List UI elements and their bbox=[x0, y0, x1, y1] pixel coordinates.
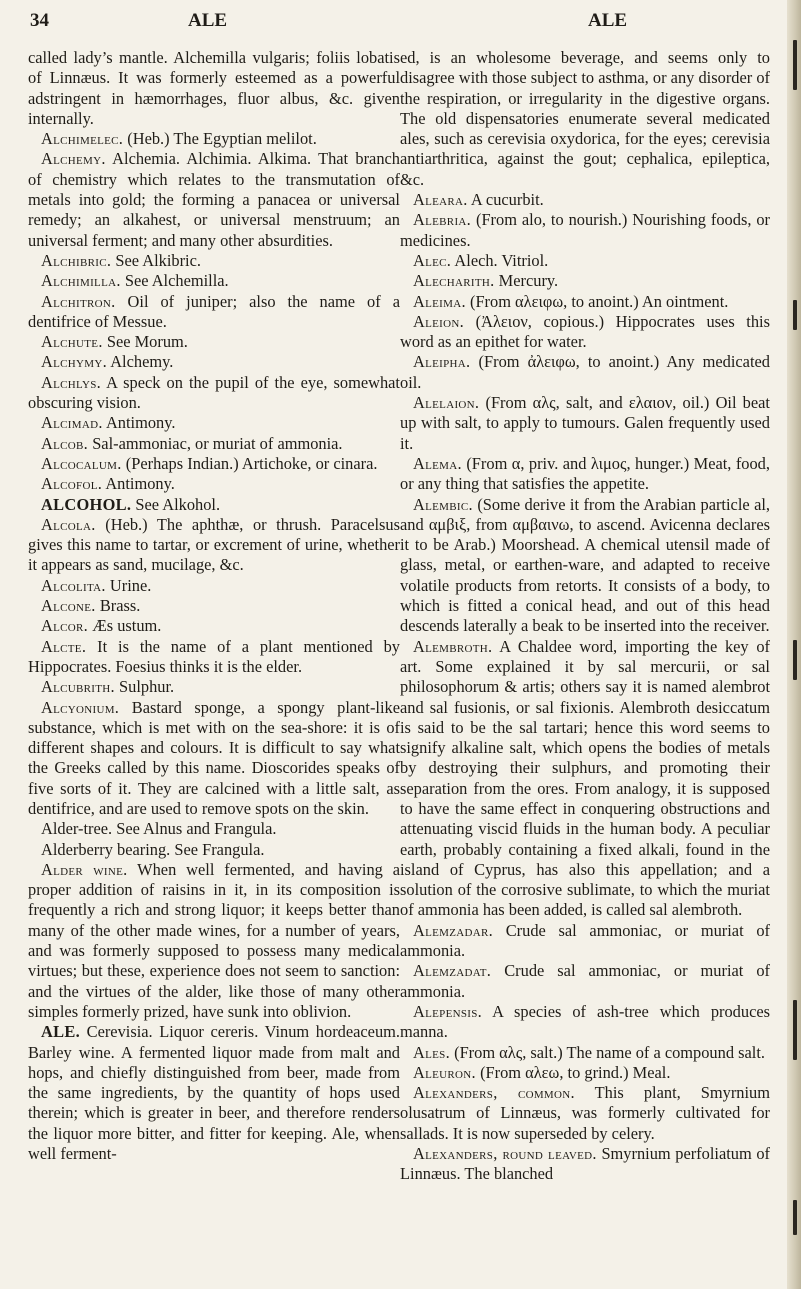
dictionary-entry bbox=[400, 1144, 770, 1185]
right-column bbox=[400, 48, 770, 1185]
entry-headword: Alcimad. bbox=[41, 413, 103, 433]
entry-text: Crude sal ammoniac, or muriat of ammonia. bbox=[400, 920, 770, 961]
entry-headword: Aleima. bbox=[413, 291, 466, 311]
entry-text: (From αλειφω, to anoint.) An ointment. bbox=[469, 291, 729, 311]
edge-mark bbox=[793, 300, 797, 330]
entry-headword: Alchimilla. bbox=[41, 271, 121, 291]
entry-text: (Heb.) The aphthæ, or thrush. Paracelsus gives this name to tartar, or excrement of urine, whether it appears as sand, mucilage, &c. bbox=[28, 514, 400, 575]
dictionary-entry bbox=[400, 292, 770, 312]
entry-headword: Alemzadar. bbox=[413, 920, 494, 940]
entry-headword: Alcone. bbox=[41, 596, 96, 616]
entry-headword: Alexanders, common. bbox=[413, 1083, 575, 1103]
edge-mark bbox=[793, 1000, 797, 1060]
entry-headword: Ales. bbox=[413, 1042, 450, 1062]
entry-text: Cerevisia. Liquor cereris. Vinum hordeaceum. Barley wine. A fermented liquor made from malt and hops, and chiefly distinguished from beer, made from the same ingredients, by the quantity of hops used therein; which is greater in beer, and therefore renders the liquor more bitter, and fitter for keeping. Ale, when well ferment- bbox=[28, 1022, 400, 1164]
entry-text: Crude sal ammoniac, or muriat of ammonia. bbox=[400, 961, 770, 1001]
dictionary-entry bbox=[28, 840, 400, 860]
entry-headword: Alemzadat. bbox=[413, 961, 492, 981]
entry-text: (Ἀλειον, copious.) Hippocrates uses this word as an epithet for water. bbox=[400, 311, 770, 352]
entry-headword: Alema. bbox=[413, 453, 462, 473]
dictionary-entry bbox=[400, 352, 770, 393]
entry-text: It is the name of a plant mentioned by Hippocrates. Foesius thinks it is the elder. bbox=[28, 636, 400, 676]
entry-headword: ALE. bbox=[41, 1022, 80, 1042]
entry-headword: Alcte. bbox=[41, 636, 87, 656]
dictionary-entry bbox=[28, 251, 400, 271]
dictionary-entry bbox=[28, 596, 400, 616]
entry-headword: Alcola. bbox=[41, 514, 96, 534]
entry-headword: Alecharith. bbox=[413, 271, 495, 291]
entry-text: Smyrnium perfoliatum of Linnæus. The blanched bbox=[400, 1144, 770, 1184]
edge-mark bbox=[793, 40, 797, 90]
entry-headword: Alcolita. bbox=[41, 575, 106, 595]
dictionary-entry bbox=[400, 454, 770, 495]
dictionary-entry bbox=[28, 474, 400, 494]
dictionary-entry bbox=[28, 292, 400, 333]
entry-text: Æs ustum. bbox=[92, 616, 162, 636]
dictionary-entry bbox=[28, 129, 400, 149]
dictionary-entry bbox=[28, 860, 400, 1022]
dictionary-entry bbox=[28, 413, 400, 433]
dictionary-entry bbox=[400, 271, 770, 291]
dictionary-entry bbox=[28, 819, 400, 839]
entry-text: See Alkibric. bbox=[115, 250, 201, 270]
dictionary-entry bbox=[28, 48, 400, 129]
entry-text: Urine. bbox=[109, 575, 152, 595]
entry-headword: Alelaion. bbox=[413, 393, 480, 413]
entry-text: Oil of juniper; also the name of a dentifrice of Messue. bbox=[28, 291, 400, 331]
entry-headword: Alcofol. bbox=[41, 474, 103, 494]
dictionary-entry bbox=[28, 373, 400, 414]
entry-text: A cucurbit. bbox=[470, 190, 544, 210]
entry-headword: Alchimelec. bbox=[41, 129, 124, 149]
dictionary-entry bbox=[28, 271, 400, 291]
right-running-head: ALE bbox=[588, 10, 628, 31]
dictionary-entry bbox=[400, 312, 770, 353]
entry-text: Antimony. bbox=[105, 413, 176, 433]
entry-headword: Alchitron. bbox=[41, 291, 116, 311]
entry-text: ed, is an wholesome beverage, and seems only to disagree with those subject to asthma, or any disorder of the respiration, or irregularity in the digestive organs. The old dispensatories enumerate several medicated ales, such as cerevisia oxydorica, for the eyes; cerevisia antiarthritica, against the gout; cephalica, epileptica, &c. bbox=[400, 48, 770, 189]
entry-text: (From αλς, salt.) The name of a compound salt. bbox=[454, 1042, 765, 1062]
edge-mark bbox=[793, 640, 797, 680]
dictionary-entry bbox=[400, 251, 770, 271]
entry-headword: Alchemy. bbox=[41, 149, 106, 169]
entry-headword: Alcyonium. bbox=[41, 697, 120, 717]
entry-text: (Some derive it from the Arabian particle al, and αμβιξ, from αμβαινω, to ascend. Avicenna declares it to be Arab.) Moorshead. A chemical utensil made of glass, metal, or earthen-ware, and adapted to receive volatile products from retorts. It consists of a body, to which is fitted a conical head, and out of this head descends laterally a beak to be inserted into the receiver. bbox=[400, 494, 770, 636]
entry-text: (From alo, to nourish.) Nourishing foods, or medicines. bbox=[400, 210, 770, 250]
dictionary-entry bbox=[28, 698, 400, 820]
entry-text: This plant, Smyrnium olusatrum of Linnæus, was formerly cultivated for sallads. It is now superseded by celery. bbox=[400, 1083, 770, 1143]
entry-headword: Alexanders, round leaved. bbox=[413, 1144, 597, 1164]
page-number: 34 bbox=[30, 10, 49, 31]
entry-headword: Alchibric. bbox=[41, 250, 112, 270]
dictionary-entry bbox=[400, 1002, 770, 1043]
entry-headword: Alcob. bbox=[41, 433, 89, 453]
dictionary-entry bbox=[400, 393, 770, 454]
dictionary-entry bbox=[28, 495, 400, 515]
entry-headword: ALCOHOL. bbox=[41, 494, 132, 514]
left-running-head: ALE bbox=[188, 10, 228, 31]
entry-headword: Alchute. bbox=[41, 332, 103, 352]
dictionary-entry bbox=[28, 576, 400, 596]
entry-text: called lady’s mantle. Alchemilla vulgaris; foliis lobatis of Linnæus. It was formerly esteemed as a powerful adstringent in hæmorrhages, fluor albus, &c. given internally. bbox=[28, 48, 400, 128]
entry-text: A Chaldee word, importing the key of art. Some explained it by sal mercurii, or sal philosophorum & artis; others say it is named alembrot and sal fusionis, or sal fixionis. Alembroth desiccatum is said to be the sal tartari; hence this word seems to signify alkaline salt, which opens the bodies of metals by destroying their sulphurs, and promoting their separation from the ores. From analogy, it is supposed to have the same effect in conquering obstructions and attenuating viscid fluids in the human body. A peculiar earth, probably containing a fixed alkali, found in the island of Cyprus, has also this appellation; and a solution of the corrosive sublimate, to which the muriat of ammonia has been added, is called sal alembroth. bbox=[400, 636, 770, 920]
entry-headword: Alchymy. bbox=[41, 352, 108, 372]
entry-headword: Alder wine. bbox=[41, 859, 128, 879]
entry-text: (Heb.) The Egyptian melilot. bbox=[127, 129, 317, 149]
entry-text: Sulphur. bbox=[119, 677, 175, 697]
entry-headword: Alepensis. bbox=[413, 1001, 483, 1021]
entry-text: Sal-ammoniac, or muriat of ammonia. bbox=[92, 433, 343, 453]
dictionary-entry bbox=[400, 1043, 770, 1063]
entry-headword: Alec. bbox=[413, 250, 452, 270]
dictionary-entry bbox=[28, 515, 400, 576]
entry-text: See Alkohol. bbox=[135, 494, 221, 514]
entry-headword: Alcubrith. bbox=[41, 677, 115, 697]
entry-text: (From αλς, salt, and ελαιον, oil.) Oil beat up with salt, to apply to tumours. Galen frequently used it. bbox=[400, 393, 770, 453]
entry-text: See Alchemilla. bbox=[124, 271, 229, 291]
dictionary-entry bbox=[400, 1083, 770, 1144]
entry-text: Mercury. bbox=[498, 271, 559, 291]
dictionary-entry bbox=[400, 637, 770, 921]
entry-headword: Aleipha. bbox=[413, 352, 471, 372]
dictionary-entry bbox=[400, 961, 770, 1002]
entry-text: (From ἀλειφω, to anoint.) Any medicated oil. bbox=[400, 352, 770, 392]
entry-headword: Alchlys. bbox=[41, 372, 102, 392]
edge-mark bbox=[793, 1200, 797, 1235]
dictionary-entry bbox=[28, 637, 400, 678]
dictionary-entry bbox=[400, 190, 770, 210]
entry-headword: Aleara. bbox=[413, 190, 468, 210]
dictionary-entry bbox=[28, 1022, 400, 1164]
dictionary-entry bbox=[400, 921, 770, 962]
dictionary-entry bbox=[400, 1063, 770, 1083]
entry-headword: Aleuron. bbox=[413, 1062, 476, 1082]
entry-text: When well fermented, and having a proper addition of raisins in it, in its composition is frequently a rich and strong liquor; it keeps better than many of the other made wines, for a number of years, and was formerly supposed to possess many medical virtues; but these, experience does not seem to sanction: and the virtues of the alder, like those of many other simples formerly prized, have sunk into oblivion. bbox=[28, 859, 400, 1021]
entry-headword: Alcocalum. bbox=[41, 453, 122, 473]
entry-headword: Aleion. bbox=[413, 311, 465, 331]
entry-text: Alder-tree. See Alnus and Frangula. bbox=[41, 819, 277, 839]
dictionary-entry bbox=[28, 332, 400, 352]
entry-text: Bastard sponge, a spongy plant-like substance, which is met with on the sea-shore: it is of different shapes and colours. It is difficult to say what the Greeks called by this name. Dioscorides speaks of five sorts of it. They are calcined with a little salt, as dentifrice, and are used to remove spots on the skin. bbox=[28, 697, 400, 818]
entry-text: See Morum. bbox=[106, 332, 188, 352]
entry-text: Alchemia. Alchimia. Alkima. That branch of chemistry which relates to the transmutation of metals into gold; the forming a panacea or universal remedy; an alkahest, or universal menstruum; an universal ferment; and many other absurdities. bbox=[28, 149, 400, 250]
dictionary-entry bbox=[28, 434, 400, 454]
entry-text: Brass. bbox=[99, 596, 141, 616]
entry-headword: Alcor. bbox=[41, 616, 89, 636]
running-header bbox=[0, 10, 801, 38]
dictionary-entry bbox=[400, 495, 770, 637]
entry-headword: Alembic. bbox=[413, 494, 473, 514]
entry-headword: Alebria. bbox=[413, 210, 472, 230]
dictionary-entry bbox=[400, 48, 770, 190]
dictionary-entry bbox=[28, 454, 400, 474]
book-edge bbox=[787, 0, 801, 1289]
entry-text: Antimony. bbox=[105, 474, 175, 494]
entry-headword: Alembroth. bbox=[413, 636, 493, 656]
dictionary-entry bbox=[28, 677, 400, 697]
dictionary-entry bbox=[28, 149, 400, 250]
entry-text: (From αλεω, to grind.) Meal. bbox=[480, 1062, 671, 1082]
entry-text: (Perhaps Indian.) Artichoke, or cinara. bbox=[125, 453, 378, 473]
entry-text: A speck on the pupil of the eye, somewhat obscuring vision. bbox=[28, 372, 400, 413]
dictionary-entry bbox=[400, 210, 770, 251]
dictionary-entry bbox=[28, 352, 400, 372]
left-column bbox=[28, 48, 400, 1164]
entry-text: (From α, priv. and λιμος, hunger.) Meat, food, or any thing that satisfies the appetite. bbox=[400, 453, 770, 494]
entry-text: A species of ash-tree which produces manna. bbox=[400, 1001, 771, 1042]
entry-text: Alchemy. bbox=[110, 352, 174, 372]
entry-text: Alderberry bearing. See Frangula. bbox=[41, 839, 265, 859]
entry-text: Alech. Vitriol. bbox=[454, 250, 549, 270]
dictionary-entry bbox=[28, 616, 400, 636]
